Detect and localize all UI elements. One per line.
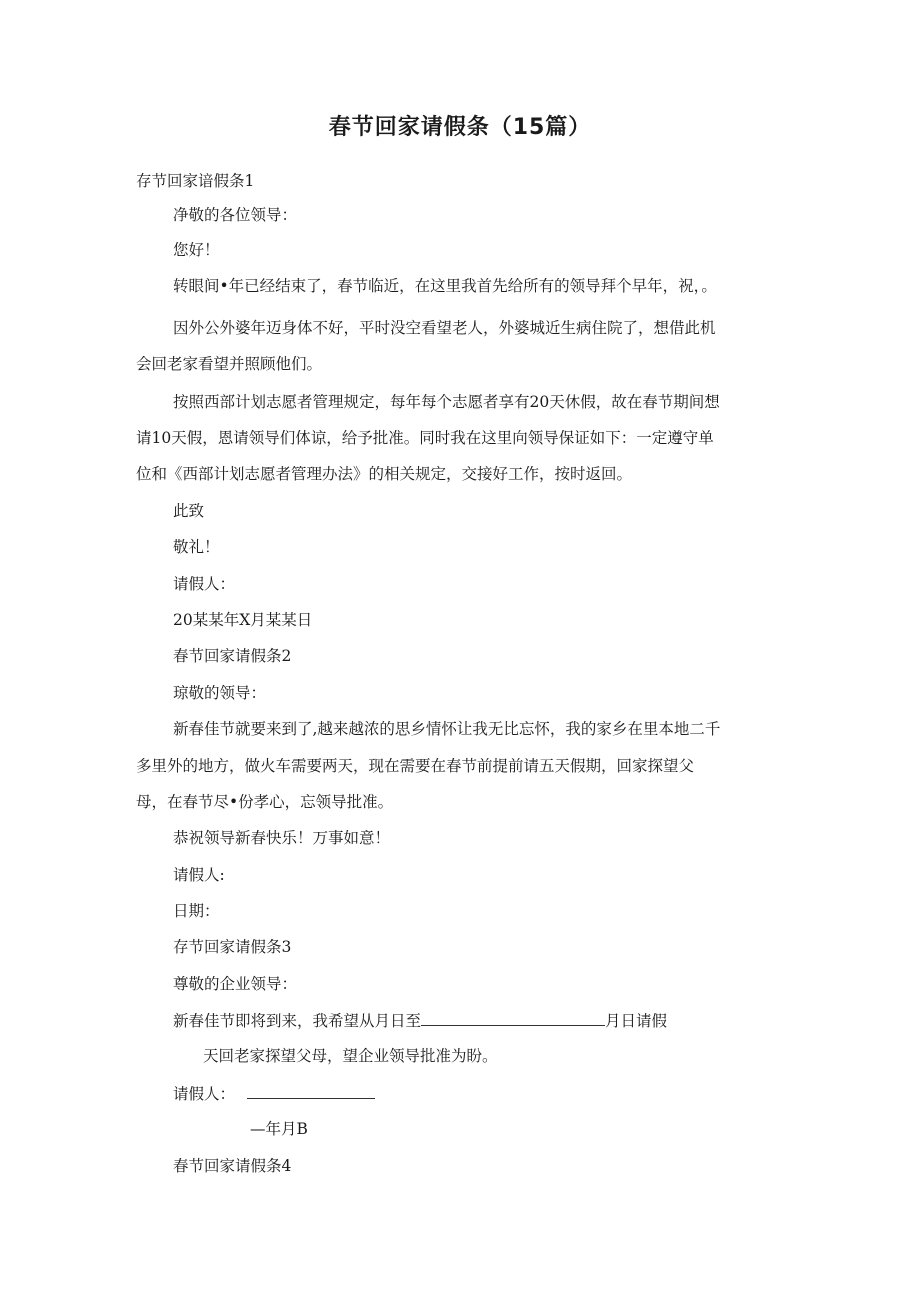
letter-1-paragraph-2-line-2: 会回老家看望并照顾他们。	[136, 355, 323, 373]
letter-3-paragraph-line-2: 天回老家探望父母，望企业领导批准为盼。	[203, 1047, 498, 1065]
letter-3-heading: 存节回家请假条3	[173, 938, 292, 956]
letter-2-paragraph-line-3: 母，在春节尽•份孝心，忘领导批准。	[136, 793, 394, 811]
letter-2-wish: 恭祝领导新春快乐！万事如意！	[173, 829, 391, 847]
letter-1-salutation: 净敬的各位领导：	[173, 206, 298, 224]
letter-3-paragraph-text-b: 月日请假	[605, 1012, 668, 1030]
letter-1-closing-1: 此致	[173, 502, 205, 520]
letter-3-signer-row	[173, 1082, 375, 1105]
letter-2-salutation: 琼敬的领导：	[173, 684, 267, 702]
signer-blank-line	[247, 1082, 375, 1099]
letter-1-heading: 存节回家谙假条1	[136, 172, 255, 190]
letter-1-paragraph-2-line-1: 因外公外婆年迈身体不好，平时没空看望老人，外婆城近生病住院了，想借此机	[173, 319, 716, 337]
date-blank-line	[421, 1009, 605, 1026]
letter-1-closing-2: 敬礼！	[173, 538, 220, 556]
letter-1-paragraph-3-line-1: 按照西部计划志愿者管理规定，每年每个志愿者享有20天休假，故在春节期间想	[173, 393, 720, 411]
letter-2-heading: 春节回家请假条2	[173, 647, 292, 665]
document-title: 春节回家请假条（15篇）	[328, 115, 592, 140]
letter-4-heading: 春节回家请假条4	[173, 1157, 292, 1175]
letter-2-paragraph-line-1: 新春佳节就要来到了,越来越浓的思乡情怀让我无比忘怀，我的家乡在里本地二千	[173, 720, 721, 738]
letter-2-signer: 请假人:	[173, 866, 225, 884]
letter-3-signer: 请假人：	[173, 1085, 236, 1103]
letter-2-paragraph-line-2: 多里外的地方，做火车需要两天，现在需要在春节前提前请五天假期，回家探望父	[136, 757, 695, 775]
letter-1-greeting: 您好！	[173, 241, 220, 259]
letter-3-paragraph-text-a: 新春佳节即将到来，我希望从月日至	[173, 1012, 422, 1030]
letter-2-date: 日期：	[173, 902, 220, 920]
letter-1-paragraph-1: 转眼间•年已经结束了，春节临近，在这里我首先给所有的领导拜个早年，祝，。	[173, 277, 717, 295]
letter-1-paragraph-3-line-2: 请10天假，恩请领导们体谅，给予批准。同时我在这里向领导保证如下：一定遵守单	[136, 429, 714, 447]
letter-3-salutation: 尊敬的企业领导：	[173, 975, 298, 993]
letter-3-date: —年月B	[250, 1120, 308, 1138]
letter-1-paragraph-3-line-3: 位和《西部计划志愿者管理办法》的相关规定，交接好工作，按时返回。	[136, 465, 633, 483]
letter-1-date: 20某某年X月某某日	[173, 611, 313, 629]
letter-1-signer: 请假人：	[173, 575, 236, 593]
letter-3-paragraph-line-1	[173, 1009, 667, 1032]
